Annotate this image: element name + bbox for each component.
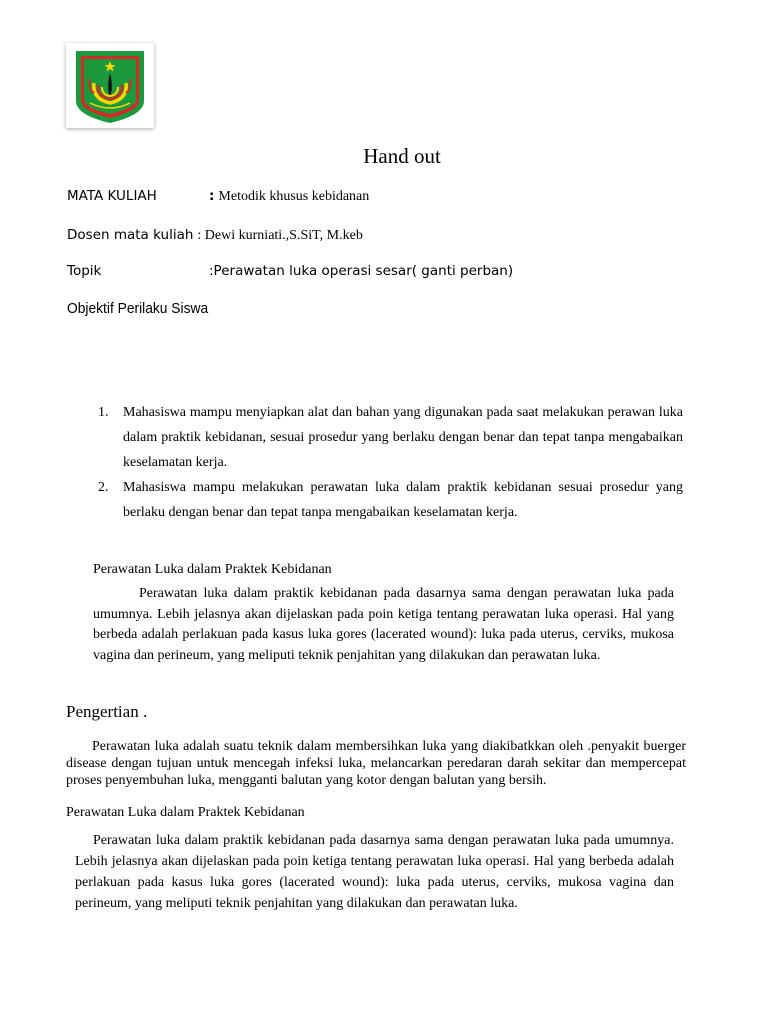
list-item-text: Mahasiswa mampu menyiapkan alat dan bahan yang digunakan pada saat melakukan perawan luka dalam praktik kebidanan, sesuai prosedur yang berlaku dengan benar dan tepat tanpa mengabaikan keselamatan kerja.: [123, 405, 683, 470]
course-value: Metodik khusus kebidanan: [218, 189, 370, 204]
lecturer-label: Dosen mata kuliah: [67, 227, 194, 243]
lecturer-row: [67, 227, 363, 244]
list-item-number: 1.: [98, 405, 109, 420]
pengertian-heading: Pengertian .: [66, 702, 148, 721]
course-row: [67, 188, 369, 205]
lecturer-value: : Dewi kurniati.,S.SiT, M.keb: [197, 228, 363, 243]
pengertian-paragraph: Perawatan luka adalah suatu teknik dalam membersihkan luka yang diakibatkkan oleh .penyakit buerger disease dengan tujuan untuk mencegah infeksi luka, melancarkan peredaran darah sekitar dan mempercepat proses penyembuhan luka, mengganti balutan yang kotor dengan balutan yang bersih.: [66, 739, 686, 788]
topic-label: Topik: [67, 263, 102, 279]
section-paragraph: Perawatan luka dalam praktik kebidanan pada dasarnya sama dengan perawatan luka pada umumnya. Lebih jelasnya akan dijelaskan pada poin ketiga tentang perawatan luka operasi. Hal yang berbeda adalah perlakuan pada kasus luka gores (lacerated wound): luka pada uterus, cerviks, mukosa vagina dan perineum, yang meliputi teknik penjahitan yang dilakukan dan perawatan luka.: [93, 586, 674, 663]
logo-emblem-icon: [66, 43, 154, 128]
objectives-list: [98, 400, 683, 525]
course-label: MATA KULIAH: [67, 188, 157, 204]
list-item-number: 2.: [98, 480, 109, 495]
topic-row: [67, 263, 513, 280]
objective-heading: Objektif Perilaku Siswa: [67, 300, 209, 317]
course-separator: :: [209, 188, 215, 204]
section-title: Perawatan Luka dalam Praktek Kebidanan: [66, 805, 305, 820]
document-title: Hand out: [363, 144, 441, 168]
list-item: [98, 400, 683, 475]
section-title: Perawatan Luka dalam Praktek Kebidanan: [93, 562, 332, 577]
list-item: [98, 475, 683, 525]
institution-logo: [66, 43, 154, 128]
section-paragraph: Perawatan luka dalam praktik kebidanan pada dasarnya sama dengan perawatan luka pada umumnya. Lebih jelasnya akan dijelaskan pada poin ketiga tentang perawatan luka operasi. Hal yang berbeda adalah perlakuan pada kasus luka gores (lacerated wound): luka pada uterus, cerviks, mukosa vagina dan perineum, yang meliputi teknik penjahitan yang dilakukan dan perawatan luka.: [75, 833, 674, 911]
list-item-text: Mahasiswa mampu melakukan perawatan luka dalam praktik kebidanan sesuai prosedur yang berlaku dengan benar dan tepat tanpa mengabaikan keselamatan kerja.: [123, 480, 683, 520]
topic-value: :Perawatan luka operasi sesar( ganti perban): [209, 263, 514, 279]
